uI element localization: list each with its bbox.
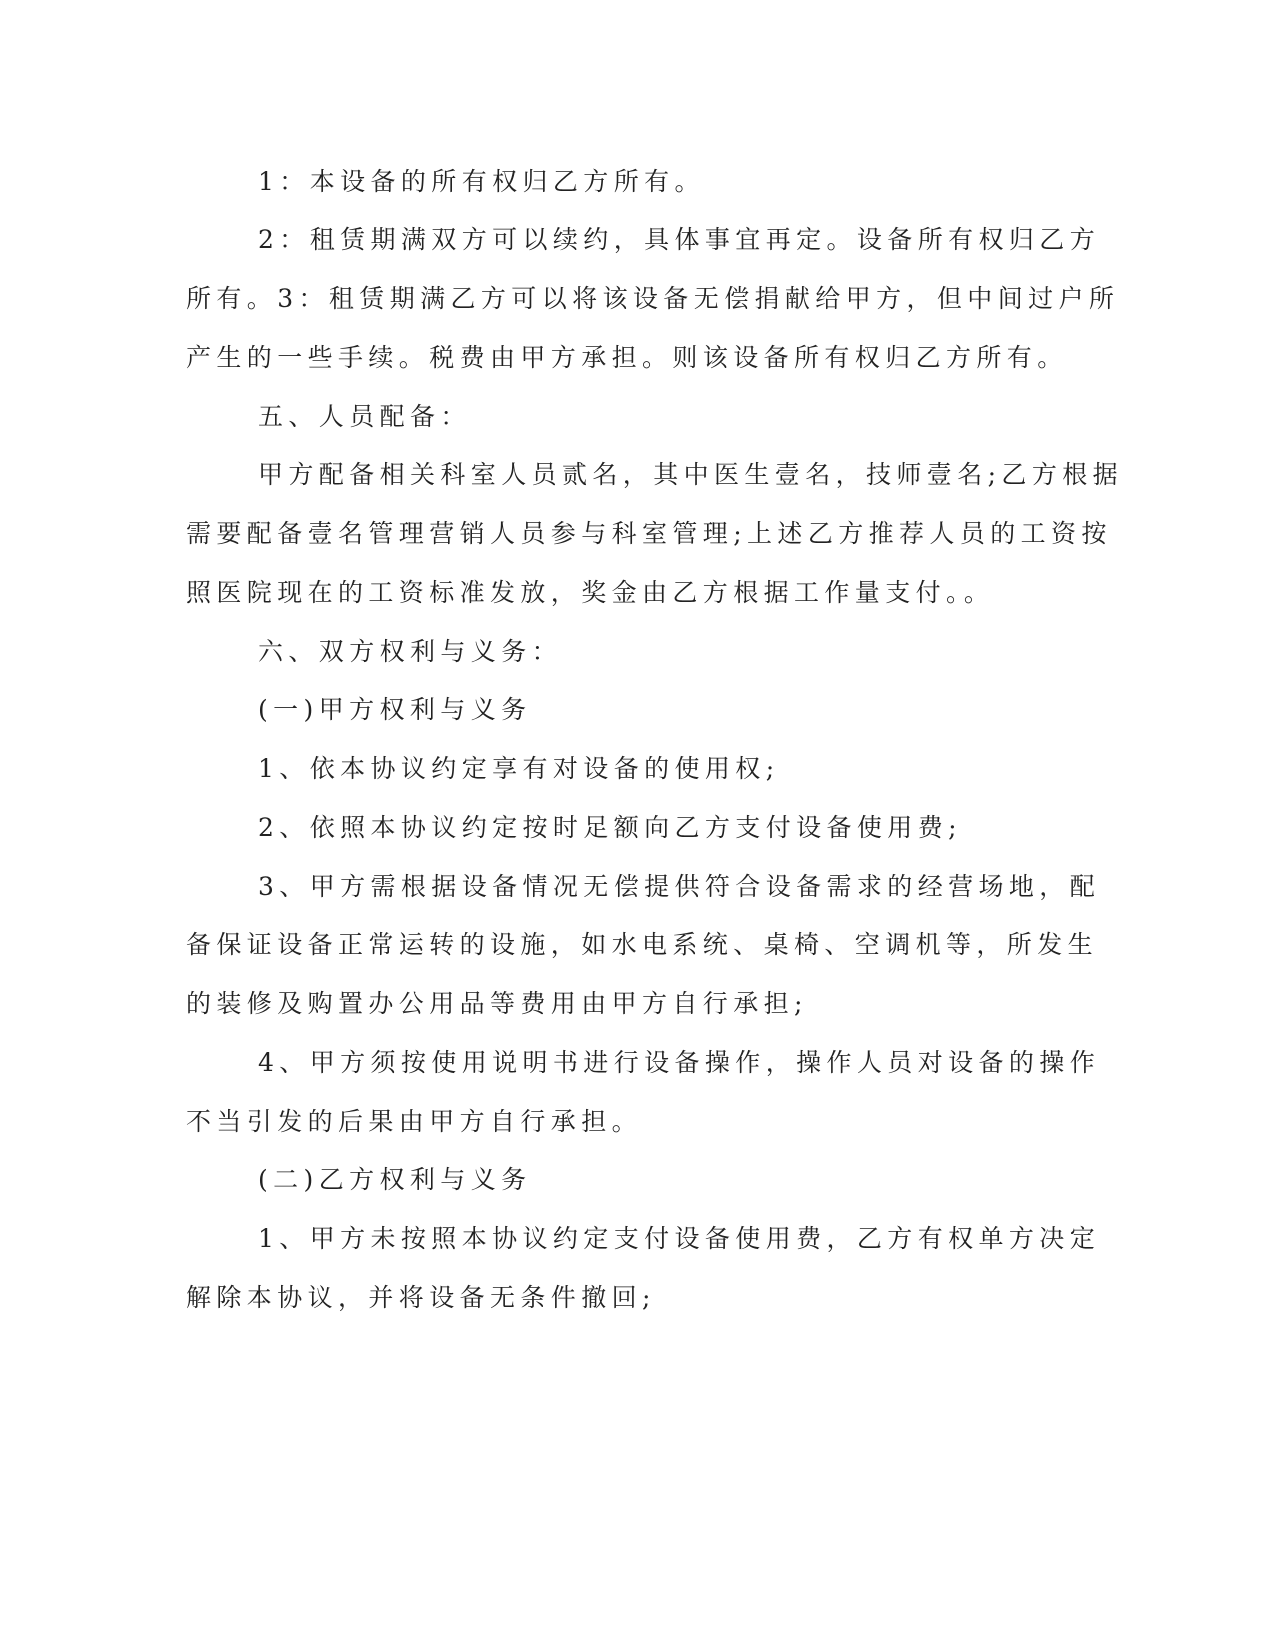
clause-renewal-line-2: 所有。3：租赁期满乙方可以将该设备无偿捐献给甲方，但中间过户所 [186, 284, 1120, 313]
clause-ownership: 1：本设备的所有权归乙方所有。 [258, 167, 705, 196]
party-a-item-3-line-3: 的装修及购置办公用品等费用由甲方自行承担; [186, 989, 808, 1018]
party-b-item-1-line-2: 解除本协议，并将设备无条件撤回; [186, 1283, 656, 1312]
party-a-item-3-line-2: 备保证设备正常运转的设施，如水电系统、桌椅、空调机等，所发生 [186, 930, 1099, 959]
party-a-item-2: 2、依照本协议约定按时足额向乙方支付设备使用费; [258, 813, 962, 842]
staffing-paragraph-line-2: 需要配备壹名管理营销人员参与科室管理;上述乙方推荐人员的工资按 [186, 519, 1112, 548]
party-a-item-4-line-2: 不当引发的后果由甲方自行承担。 [186, 1107, 643, 1136]
party-b-item-1-line-1: 1、甲方未按照本协议约定支付设备使用费，乙方有权单方决定 [258, 1224, 1101, 1253]
section-heading-rights: 六、双方权利与义务： [258, 637, 563, 666]
section-heading-staffing: 五、人员配备： [258, 402, 471, 431]
staffing-paragraph-line-3: 照医院现在的工资标准发放，奖金由乙方根据工作量支付。。 [186, 578, 995, 607]
party-a-item-1: 1、依本协议约定享有对设备的使用权; [258, 754, 780, 783]
clause-renewal-line-1: 2：租赁期满双方可以续约，具体事宜再定。设备所有权归乙方 [258, 225, 1101, 254]
subheading-party-a: (一)甲方权利与义务 [258, 695, 532, 724]
party-a-item-4-line-1: 4、甲方须按使用说明书进行设备操作，操作人员对设备的操作 [258, 1048, 1101, 1077]
staffing-paragraph-line-1: 甲方配备相关科室人员贰名，其中医生壹名，技师壹名;乙方根据 [258, 460, 1124, 489]
party-a-item-3-line-1: 3、甲方需根据设备情况无偿提供符合设备需求的经营场地，配 [258, 872, 1101, 901]
subheading-party-b: (二)乙方权利与义务 [258, 1165, 532, 1194]
clause-renewal-line-3: 产生的一些手续。税费由甲方承担。则该设备所有权归乙方所有。 [186, 343, 1068, 372]
